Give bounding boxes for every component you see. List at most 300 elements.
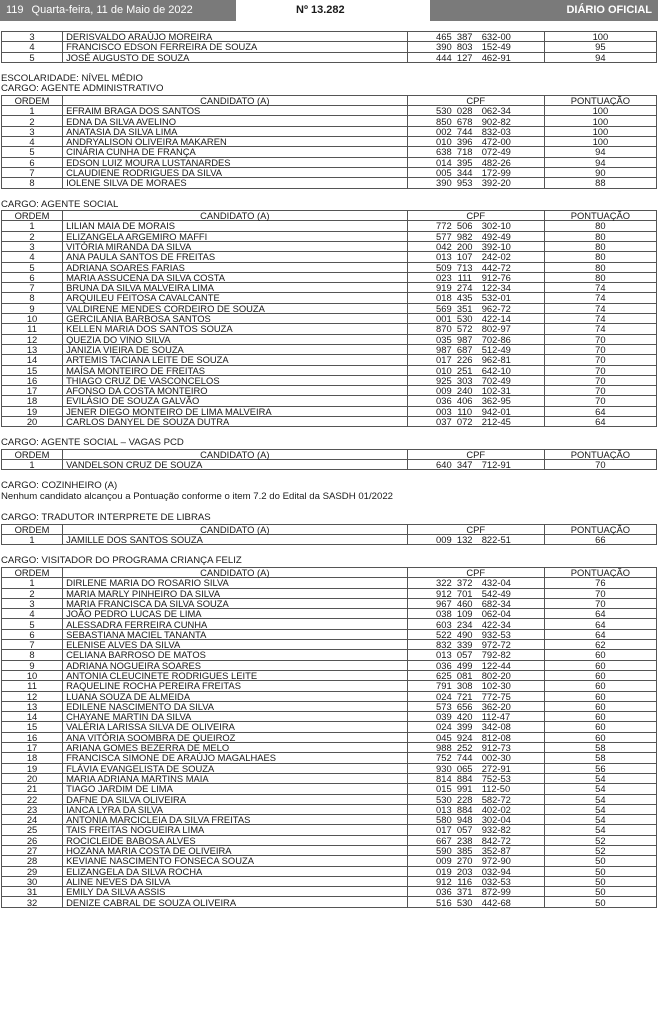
cpf-part: 942-01 — [481, 405, 511, 417]
cpf-part: 752-53 — [481, 772, 511, 784]
cpf-part: 110 — [457, 405, 473, 417]
cpf-part: 057 — [456, 824, 473, 836]
cell-candidato: IANCA LYRA DA SILVA — [63, 804, 408, 814]
table-row — [2, 897, 657, 907]
cpf-part: 107 — [456, 251, 473, 263]
cpf-part: 932-82 — [481, 824, 511, 836]
cpf-part: 744 — [456, 125, 473, 137]
cell-ordem: 11 — [2, 681, 63, 691]
table-row — [2, 396, 657, 406]
cpf-part: 516 — [436, 896, 452, 908]
cpf-part: 850 — [436, 115, 452, 127]
cargo-section — [0, 556, 658, 907]
cpf-part: 014 — [436, 156, 452, 168]
table-row — [2, 324, 657, 334]
cpf-part: 603 — [436, 618, 452, 630]
cell-cpf — [407, 262, 544, 272]
cell-cpf — [407, 876, 544, 886]
cell-cpf — [407, 835, 544, 845]
cpf-part: 530 — [436, 105, 452, 117]
cpf-part: 406 — [456, 395, 473, 407]
cell-candidato: ANTONIA CLEUCINETE RODRIGUES LEITE — [63, 670, 408, 680]
table-row — [2, 272, 657, 282]
cpf-part: 912-76 — [481, 271, 511, 283]
cpf-part: 930 — [436, 762, 452, 774]
table-row — [2, 386, 657, 396]
col-candidato: CANDIDATO (A) — [63, 524, 408, 534]
table-row — [2, 784, 657, 794]
cell-ordem: 15 — [2, 722, 63, 732]
cpf-part: 203 — [456, 865, 473, 877]
cell-cpf — [407, 609, 544, 619]
cpf-part: 017 — [436, 354, 452, 366]
cpf-part: 530 — [456, 313, 473, 325]
table-row — [2, 314, 657, 324]
cell-pontuacao: 54 — [544, 815, 656, 825]
cpf-part: 465 — [436, 31, 452, 43]
cpf-part: 037 — [436, 416, 452, 428]
cell-ordem: 19 — [2, 406, 63, 416]
cell-pontuacao: 54 — [544, 784, 656, 794]
cpf-part: 172-99 — [481, 167, 511, 179]
cell-candidato: QUEZIA DO VINO SILVA — [63, 334, 408, 344]
table-row — [2, 375, 657, 385]
cpf-part: 532-01 — [481, 292, 511, 304]
cell-ordem: 2 — [2, 588, 63, 598]
table-row — [2, 691, 657, 701]
cell-cpf — [407, 344, 544, 354]
cpf-part: 713 — [456, 261, 473, 273]
cpf-part: 057 — [456, 649, 473, 661]
cell-cpf — [407, 42, 544, 52]
cpf-part: 018 — [436, 292, 452, 304]
cpf-part: 422-14 — [481, 313, 511, 325]
cpf-part: 024 — [436, 721, 452, 733]
cell-cpf — [407, 866, 544, 876]
cpf-part: 023 — [436, 271, 452, 283]
cell-candidato: ADRIANA SOARES FARIAS — [63, 262, 408, 272]
cell-candidato: ADRIANA NOGUEIRA SOARES — [63, 660, 408, 670]
table-row — [2, 670, 657, 680]
cpf-part: 032-94 — [481, 865, 511, 877]
cell-ordem: 8 — [2, 650, 63, 660]
cpf-part: 953 — [456, 177, 473, 189]
cell-candidato: THIAGO CRUZ DE VASCONCELOS — [63, 375, 408, 385]
cpf-part: 912-73 — [481, 742, 511, 754]
cpf-part: 702-49 — [481, 374, 511, 386]
cell-candidato: MAÍSA MONTEIRO DE FREITAS — [63, 365, 408, 375]
cell-pontuacao: 54 — [544, 794, 656, 804]
cell-candidato: JANIZIA VIEIRA DE SOUZA — [63, 344, 408, 354]
cell-cpf — [407, 732, 544, 742]
cpf-part: 234 — [456, 618, 473, 630]
issue-number: Nº 13.282 — [296, 4, 345, 16]
cpf-part: 102-30 — [481, 680, 511, 692]
education-level: ESCOLARIDADE: NÍVEL MÉDIO — [1, 72, 143, 84]
cell-ordem: 6 — [2, 157, 63, 167]
cell-candidato: VANDELSON CRUZ DE SOUZA — [63, 460, 408, 470]
cpf-part: 814 — [436, 772, 452, 784]
table-row — [2, 241, 657, 251]
cpf-part: 001 — [436, 313, 452, 325]
cpf-part: 252 — [456, 742, 473, 754]
cell-cpf — [407, 794, 544, 804]
cpf-part: 372 — [456, 577, 473, 589]
cpf-part: 962-81 — [481, 354, 511, 366]
cell-ordem: 1 — [2, 535, 63, 545]
cell-cpf — [407, 272, 544, 282]
results-table — [1, 95, 657, 189]
cpf-part: 509 — [436, 261, 452, 273]
cell-pontuacao: 100 — [544, 137, 656, 147]
cpf-part: 435 — [456, 292, 473, 304]
cargo-note: Nenhum candidato alcançou a Pontuação conforme o item 7.2 do Edital da SASDH 01/2022 — [1, 490, 393, 502]
cell-candidato: ANDRYALISON OLIVEIRA MAKAREN — [63, 137, 408, 147]
table-header-row — [2, 95, 657, 105]
cell-candidato: TAIS FREITAS NOGUEIRA LIMA — [63, 825, 408, 835]
cell-pontuacao: 74 — [544, 314, 656, 324]
cpf-part: 072 — [456, 416, 473, 428]
cell-ordem: 11 — [2, 324, 63, 334]
cpf-part: 682-34 — [481, 597, 511, 609]
cpf-part: 013 — [436, 649, 452, 661]
col-pontuacao: PONTUAÇÃO — [544, 449, 656, 459]
cell-cpf — [407, 722, 544, 732]
cell-pontuacao: 54 — [544, 804, 656, 814]
cpf-part: 116 — [457, 875, 473, 887]
cell-candidato: KELLEN MARIA DOS SANTOS SOUZA — [63, 324, 408, 334]
cpf-part: 842-72 — [481, 834, 511, 846]
cpf-part: 872-99 — [481, 886, 511, 898]
cell-candidato: GERCILANIA BARBOSA SANTOS — [63, 314, 408, 324]
cell-cpf — [407, 221, 544, 231]
table-row — [2, 804, 657, 814]
cell-candidato: DERISVALDO ARAÚJO MOREIRA — [63, 32, 408, 42]
cpf-part: 038 — [436, 608, 452, 620]
cargo-section — [0, 438, 658, 470]
cell-ordem: 15 — [2, 365, 63, 375]
cell-pontuacao: 54 — [544, 773, 656, 783]
table-row — [2, 609, 657, 619]
cargo-section — [0, 481, 658, 502]
cpf-part: 422-34 — [481, 618, 511, 630]
cell-pontuacao: 70 — [544, 386, 656, 396]
cpf-part: 127 — [456, 51, 473, 63]
cpf-part: 712-91 — [481, 459, 511, 471]
cell-candidato: AFONSO DA COSTA MONTEIRO — [63, 386, 408, 396]
cell-candidato: JENER DIEGO MONTEIRO DE LIMA MALVEIRA — [63, 406, 408, 416]
table-header-row — [2, 524, 657, 534]
cell-candidato: TIAGO JARDIM DE LIMA — [63, 784, 408, 794]
cpf-part: 112-47 — [481, 711, 511, 723]
cpf-part: 577 — [436, 230, 452, 242]
cpf-part: 028 — [456, 105, 473, 117]
cell-ordem: 6 — [2, 629, 63, 639]
cpf-part: 718 — [456, 146, 473, 158]
cpf-part: 010 — [436, 136, 452, 148]
cell-ordem: 4 — [2, 42, 63, 52]
cell-pontuacao: 70 — [544, 588, 656, 598]
cpf-part: 803 — [456, 41, 473, 53]
cell-ordem: 5 — [2, 619, 63, 629]
table-row — [2, 753, 657, 763]
cell-ordem: 28 — [2, 856, 63, 866]
cell-cpf — [407, 691, 544, 701]
cell-cpf — [407, 856, 544, 866]
cell-pontuacao: 50 — [544, 856, 656, 866]
cell-ordem: 13 — [2, 344, 63, 354]
cell-pontuacao: 80 — [544, 231, 656, 241]
table-row — [2, 221, 657, 231]
cpf-part: 045 — [436, 731, 452, 743]
cell-candidato: MARIA MARLY PINHEIRO DA SILVA — [63, 588, 408, 598]
cell-ordem: 3 — [2, 241, 63, 251]
table-row — [2, 887, 657, 897]
cell-candidato: ELENISE ALVES DA SILVA — [63, 640, 408, 650]
cpf-part: 962-72 — [481, 302, 511, 314]
cpf-part: 987 — [436, 343, 452, 355]
cell-pontuacao: 60 — [544, 650, 656, 660]
cell-pontuacao: 100 — [544, 126, 656, 136]
cell-pontuacao: 70 — [544, 598, 656, 608]
cell-cpf — [407, 231, 544, 241]
cpf-part: 802-97 — [481, 323, 511, 335]
cpf-part: 802-20 — [481, 670, 511, 681]
cpf-part: 002 — [436, 125, 452, 137]
cpf-part: 009 — [436, 385, 452, 397]
cpf-part: 274 — [456, 282, 473, 294]
cell-candidato: ANA PAULA SANTOS DE FREITAS — [63, 252, 408, 262]
cell-candidato: EFRAIM BRAGA DOS SANTOS — [63, 106, 408, 116]
cpf-part: 351 — [456, 302, 473, 314]
table-header-row — [2, 449, 657, 459]
cell-cpf — [407, 386, 544, 396]
cell-candidato: VALDIRENE MENDES CORDEIRO DE SOUZA — [63, 303, 408, 313]
cell-ordem: 7 — [2, 167, 63, 177]
table-row — [2, 773, 657, 783]
table-row — [2, 619, 657, 629]
cpf-part: 228 — [456, 793, 473, 805]
cpf-part: 399 — [456, 721, 473, 733]
cell-ordem: 8 — [2, 293, 63, 303]
cell-ordem: 22 — [2, 794, 63, 804]
cpf-part: 392-10 — [481, 241, 511, 252]
document-body — [0, 31, 658, 919]
cell-ordem: 30 — [2, 876, 63, 886]
cpf-part: 832 — [436, 639, 452, 651]
table-row — [2, 743, 657, 753]
cpf-part: 432-04 — [481, 577, 511, 589]
cell-cpf — [407, 116, 544, 126]
cell-pontuacao: 80 — [544, 241, 656, 251]
col-cpf: CPF — [407, 449, 544, 459]
cell-pontuacao: 80 — [544, 221, 656, 231]
cpf-part: 925 — [436, 374, 452, 386]
cpf-part: 884 — [456, 803, 473, 815]
cell-cpf — [407, 32, 544, 42]
cell-pontuacao: 70 — [544, 396, 656, 406]
table-row — [2, 640, 657, 650]
cell-cpf — [407, 640, 544, 650]
cell-ordem: 12 — [2, 691, 63, 701]
cpf-part: 791 — [436, 680, 452, 692]
cargo-title: CARGO: AGENTE ADMINISTRATIVO — [1, 83, 164, 95]
cpf-part: 032-53 — [481, 875, 511, 887]
table-row — [2, 815, 657, 825]
page-number: 119 — [6, 4, 24, 16]
cpf-part: 522 — [436, 628, 452, 640]
cpf-part: 656 — [456, 700, 473, 712]
cell-pontuacao: 58 — [544, 753, 656, 763]
cell-ordem: 10 — [2, 314, 63, 324]
cpf-part: 462-91 — [481, 51, 511, 63]
cell-cpf — [407, 670, 544, 680]
cpf-part: 347 — [456, 459, 473, 471]
cell-ordem: 2 — [2, 116, 63, 126]
cell-cpf — [407, 178, 544, 188]
cell-cpf — [407, 355, 544, 365]
cpf-part: 492-49 — [481, 230, 511, 242]
cpf-part: 390 — [436, 41, 452, 53]
cpf-part: 667 — [436, 834, 452, 846]
table-row — [2, 252, 657, 262]
table-row — [2, 835, 657, 845]
cpf-part: 870 — [436, 323, 452, 335]
table-header-row — [2, 211, 657, 221]
cpf-part: 632-00 — [481, 31, 511, 43]
cell-candidato: DAFNE DA SILVA OLIVEIRA — [63, 794, 408, 804]
issue-date: Quarta-feira, 11 de Maio de 2022 — [31, 4, 193, 16]
table-row — [2, 722, 657, 732]
cpf-part: 035 — [436, 333, 452, 345]
cpf-part: 015 — [436, 783, 452, 795]
cpf-part: 251 — [456, 364, 473, 376]
cpf-part: 308 — [456, 680, 473, 692]
table-row — [2, 846, 657, 856]
cell-candidato: HOZANA MARIA COSTA DE OLIVEIRA — [63, 846, 408, 856]
cell-cpf — [407, 241, 544, 251]
cell-ordem: 9 — [2, 303, 63, 313]
cpf-part: 482-26 — [481, 156, 511, 168]
cpf-part: 024 — [436, 690, 452, 702]
cpf-part: 772-75 — [481, 690, 511, 702]
results-table — [1, 210, 657, 427]
cell-pontuacao: 50 — [544, 866, 656, 876]
cpf-part: 240 — [456, 385, 473, 397]
cell-candidato: ALINE NEVES DA SILVA — [63, 876, 408, 886]
cpf-part: 678 — [456, 115, 473, 127]
cell-pontuacao: 52 — [544, 835, 656, 845]
cell-ordem: 26 — [2, 835, 63, 845]
col-cpf: CPF — [407, 524, 544, 534]
cpf-part: 002-30 — [481, 752, 511, 764]
cell-pontuacao: 64 — [544, 619, 656, 629]
cell-cpf — [407, 334, 544, 344]
cpf-part: 242-02 — [481, 251, 511, 263]
cell-cpf — [407, 619, 544, 629]
cell-cpf — [407, 147, 544, 157]
cell-pontuacao: 80 — [544, 252, 656, 262]
table-row — [2, 794, 657, 804]
cell-ordem: 1 — [2, 221, 63, 231]
cpf-part: 005 — [436, 167, 452, 179]
cpf-part: 402-02 — [481, 803, 511, 815]
cell-cpf — [407, 753, 544, 763]
cpf-part: 270 — [456, 855, 473, 867]
cell-ordem: 25 — [2, 825, 63, 835]
table-row — [2, 137, 657, 147]
cell-ordem: 1 — [2, 106, 63, 116]
cpf-part: 010 — [436, 364, 452, 376]
cpf-part: 812-08 — [481, 731, 511, 743]
col-cpf: CPF — [407, 211, 544, 221]
cargo-section — [0, 513, 658, 545]
cell-pontuacao: 60 — [544, 701, 656, 711]
cell-cpf — [407, 314, 544, 324]
cell-candidato: BRUNA DA SILVA MALVEIRA LIMA — [63, 283, 408, 293]
cpf-part: 752 — [436, 752, 452, 764]
cpf-part: 702-86 — [481, 333, 511, 345]
cpf-part: 344 — [456, 167, 473, 179]
cell-ordem: 32 — [2, 897, 63, 907]
cell-candidato: RAQUELINE ROCHA PEREIRA FREITAS — [63, 681, 408, 691]
cpf-part: 122-44 — [481, 659, 511, 671]
cargo-section — [0, 84, 658, 188]
cpf-part: 371 — [456, 886, 473, 898]
cell-pontuacao: 100 — [544, 116, 656, 126]
cell-cpf — [407, 365, 544, 375]
cpf-part: 772 — [436, 220, 452, 232]
col-pontuacao: PONTUAÇÃO — [544, 524, 656, 534]
cell-pontuacao: 52 — [544, 846, 656, 856]
cargo-title: CARGO: TRADUTOR INTERPRETE DE LIBRAS — [1, 512, 211, 524]
cell-pontuacao: 50 — [544, 887, 656, 897]
cell-ordem: 21 — [2, 784, 63, 794]
cell-candidato: FRANCISCO EDSON FERREIRA DE SOUZA — [63, 42, 408, 52]
cell-cpf — [407, 712, 544, 722]
header-left-band — [0, 0, 236, 21]
table-row — [2, 116, 657, 126]
cell-candidato: CHAYANE MARTIN DA SILVA — [63, 712, 408, 722]
table-row — [2, 147, 657, 157]
cell-pontuacao: 80 — [544, 272, 656, 282]
results-table — [1, 524, 657, 546]
cell-cpf — [407, 887, 544, 897]
cell-candidato: ANA VITÓRIA SOOMBRA DE QUEIROZ — [63, 732, 408, 742]
cpf-part: 530 — [456, 896, 473, 908]
cell-cpf — [407, 137, 544, 147]
cell-candidato: ANTONIA MARCICLEIA DA SILVA FREITAS — [63, 815, 408, 825]
section-gap — [0, 189, 658, 200]
table-row — [2, 732, 657, 742]
cpf-part: 387 — [456, 31, 473, 43]
cell-ordem: 4 — [2, 137, 63, 147]
cell-ordem: 4 — [2, 609, 63, 619]
cell-ordem: 6 — [2, 272, 63, 282]
table-row — [2, 763, 657, 773]
cell-cpf — [407, 167, 544, 177]
page-header — [0, 0, 658, 21]
cell-cpf — [407, 396, 544, 406]
cpf-part: 701 — [456, 587, 473, 599]
cell-candidato: VITÓRIA MIRANDA DA SILVA — [63, 241, 408, 251]
table-row — [2, 660, 657, 670]
cpf-part: 396 — [456, 136, 473, 148]
cpf-part: 472-00 — [481, 136, 511, 148]
cpf-part: 062-04 — [481, 608, 511, 620]
cpf-part: 342-08 — [481, 721, 511, 733]
cell-pontuacao: 50 — [544, 897, 656, 907]
